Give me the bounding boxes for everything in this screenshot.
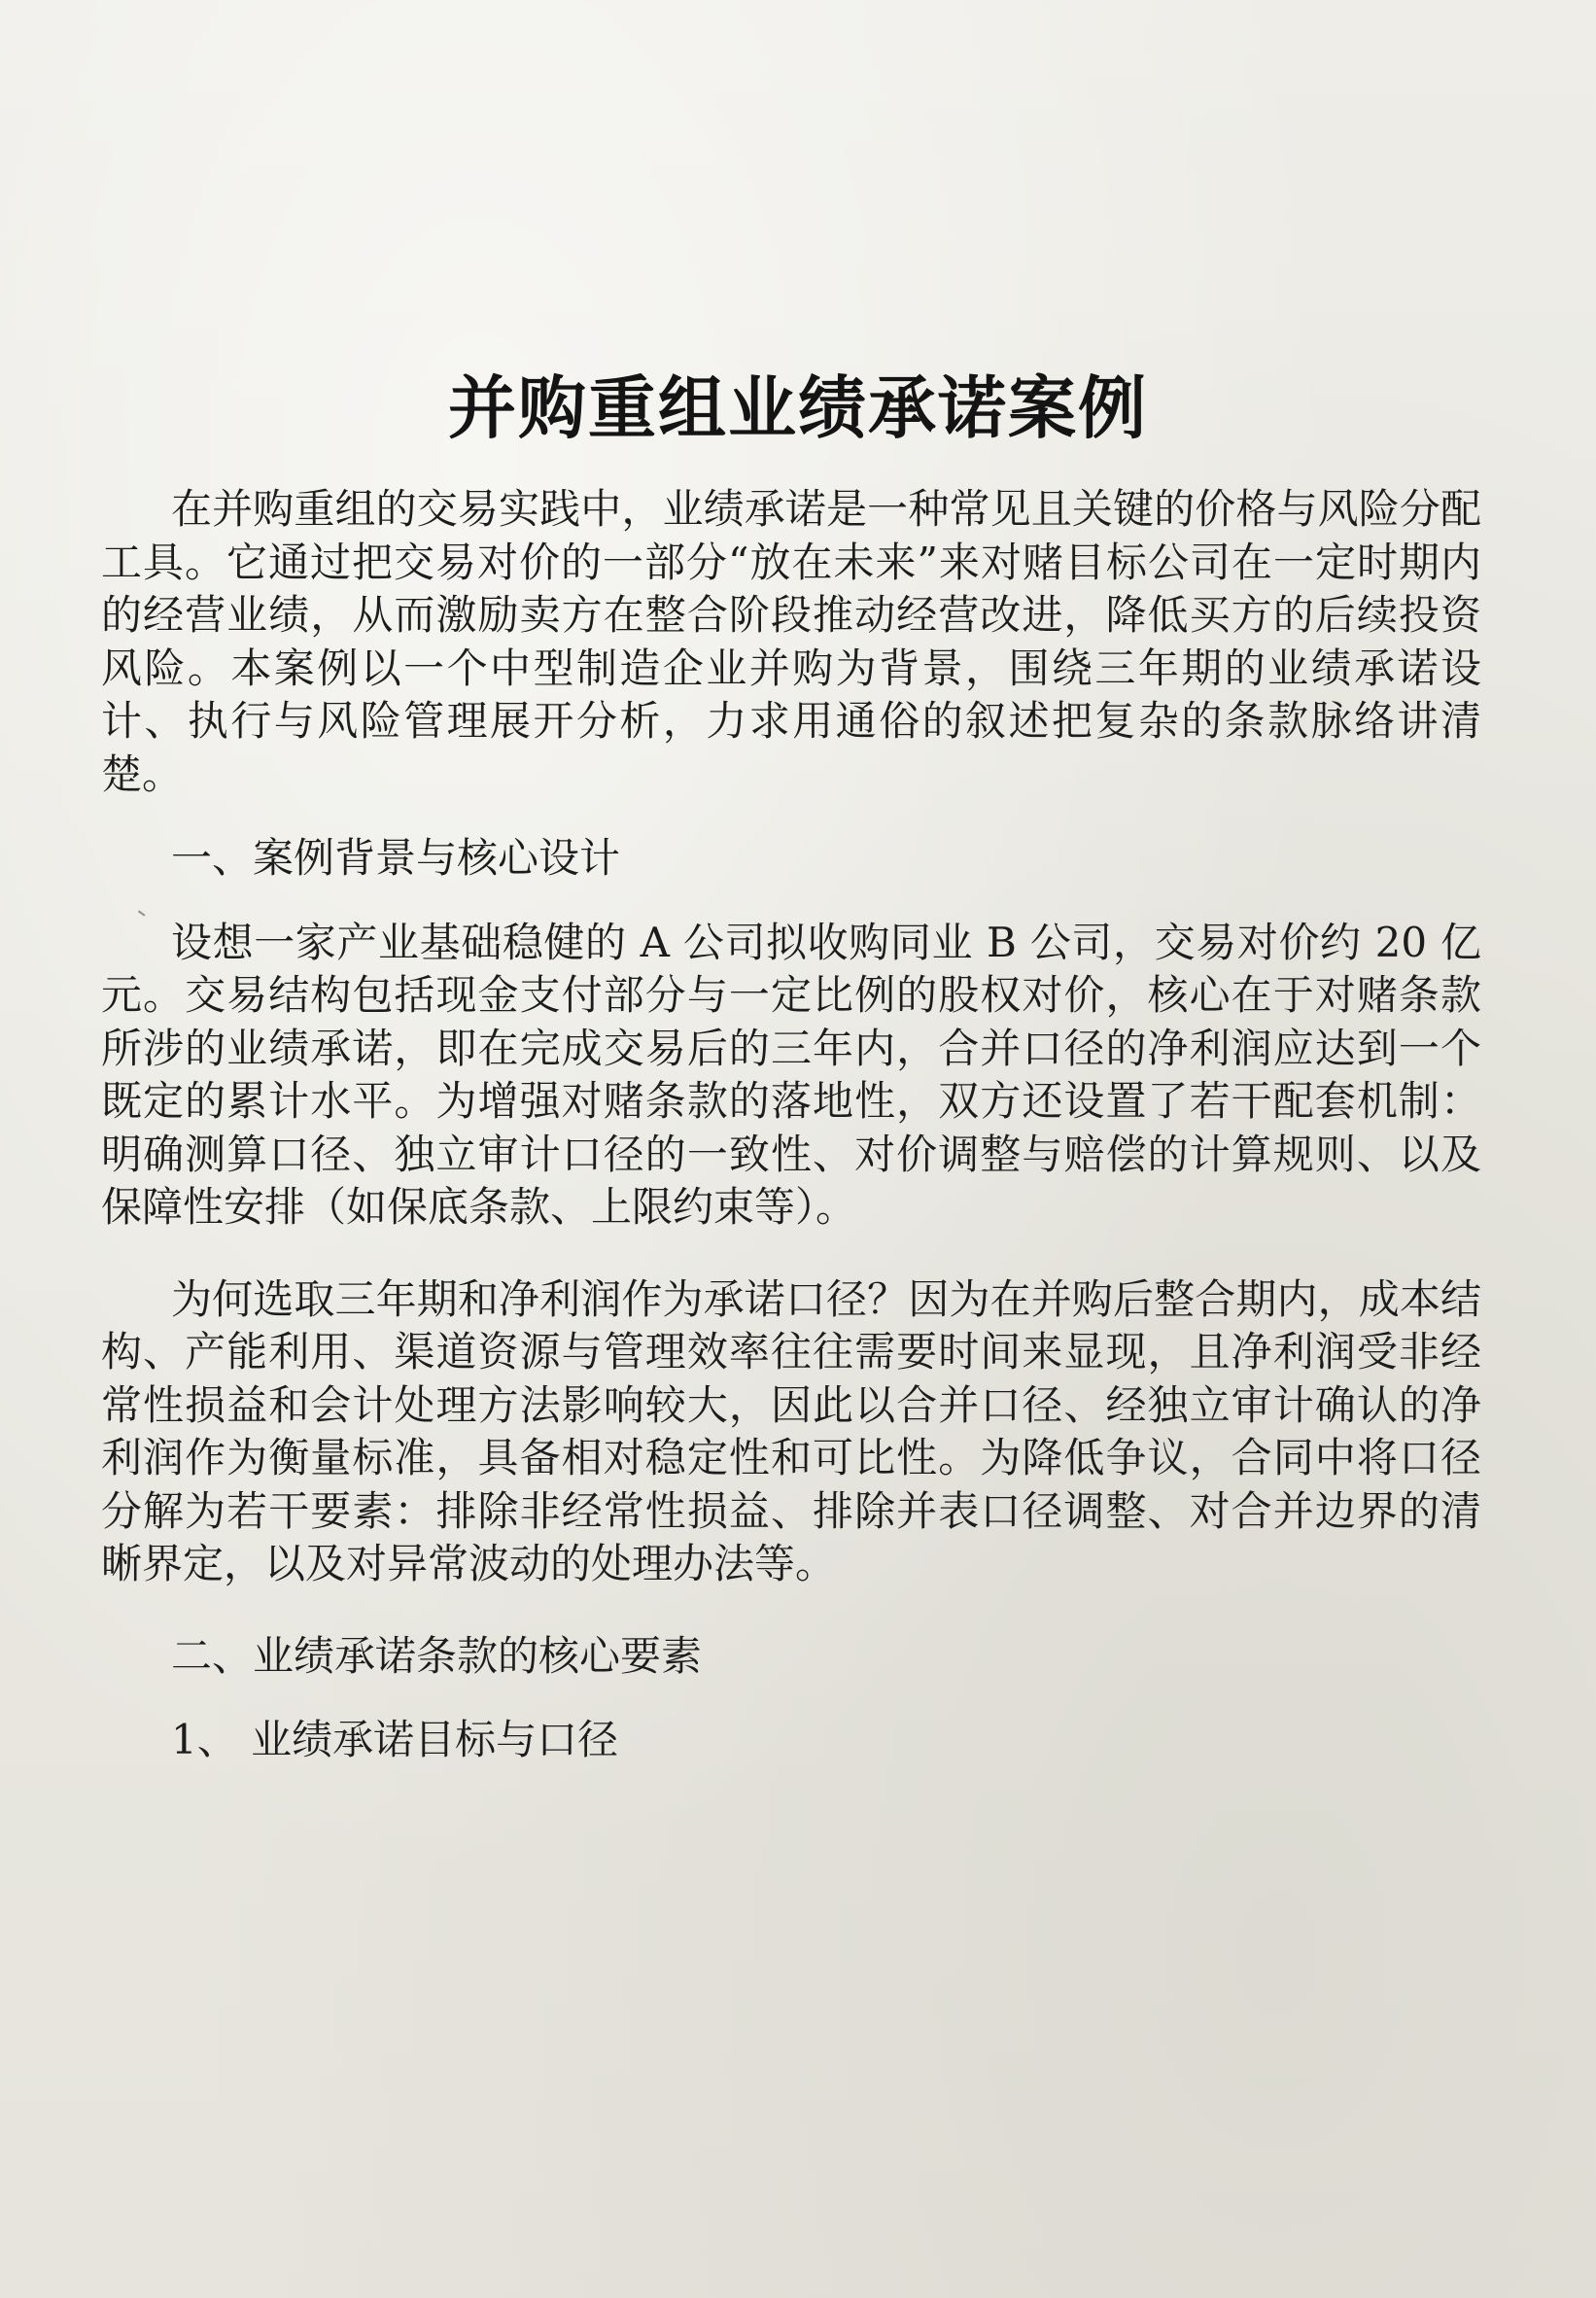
paragraph-background: 设想一家产业基础稳健的 A 公司拟收购同业 B 公司，交易对价约 20 亿元。交易结构包括现金支付部分与一定比例的股权对价，核心在于对赌条款所涉的业绩承诺，即在完成交易后的三年内，合并口径的净利润应达到一个既定的累计水平。为增强对赌条款的落地性，双方还设置了若干配套机制：明确测算口径、独立审计口径的一致性、对价调整与赔偿的计算规则、以及保障性安排（如保底条款、上限约束等）。 (101, 918, 1481, 1231)
document-title: 并购重组业绩承诺案例 (448, 367, 1148, 448)
section-heading-2: 二、业绩承诺条款的核心要素 (171, 1631, 703, 1680)
section-heading-1: 一、案例背景与核心设计 (171, 834, 621, 882)
paragraph-rationale: 为何选取三年期和净利润作为承诺口径？因为在并购后整合期内，成本结构、产能利用、渠道资源与管理效率往往需要时间来显现，且净利润受非经常性损益和会计处理方法影响较大，因此以合并口径、经独立审计确认的净利润作为衡量标准，具备相对稳定性和可比性。为降低争议，合同中将口径分解为若干要素：排除非经常性损益、排除并表口径调整、对合并边界的清晰界定，以及对异常波动的处理办法等。 (101, 1274, 1481, 1587)
paragraph-intro: 在并购重组的交易实践中，业绩承诺是一种常见且关键的价格与风险分配工具。它通过把交易对价的一部分“放在未来”来对赌目标公司在一定时期内的经营业绩，从而激励卖方在整合阶段推动经营改进，降低买方的后续投资风险。本案例以一个中型制造企业并购为背景，围绕三年期的业绩承诺设计、执行与风险管理展开分析，力求用通俗的叙述把复杂的条款脉络讲清楚。 (101, 485, 1481, 798)
subsection-heading-1: 1、 业绩承诺目标与口径 (171, 1716, 619, 1763)
document-body (101, 483, 1481, 1767)
